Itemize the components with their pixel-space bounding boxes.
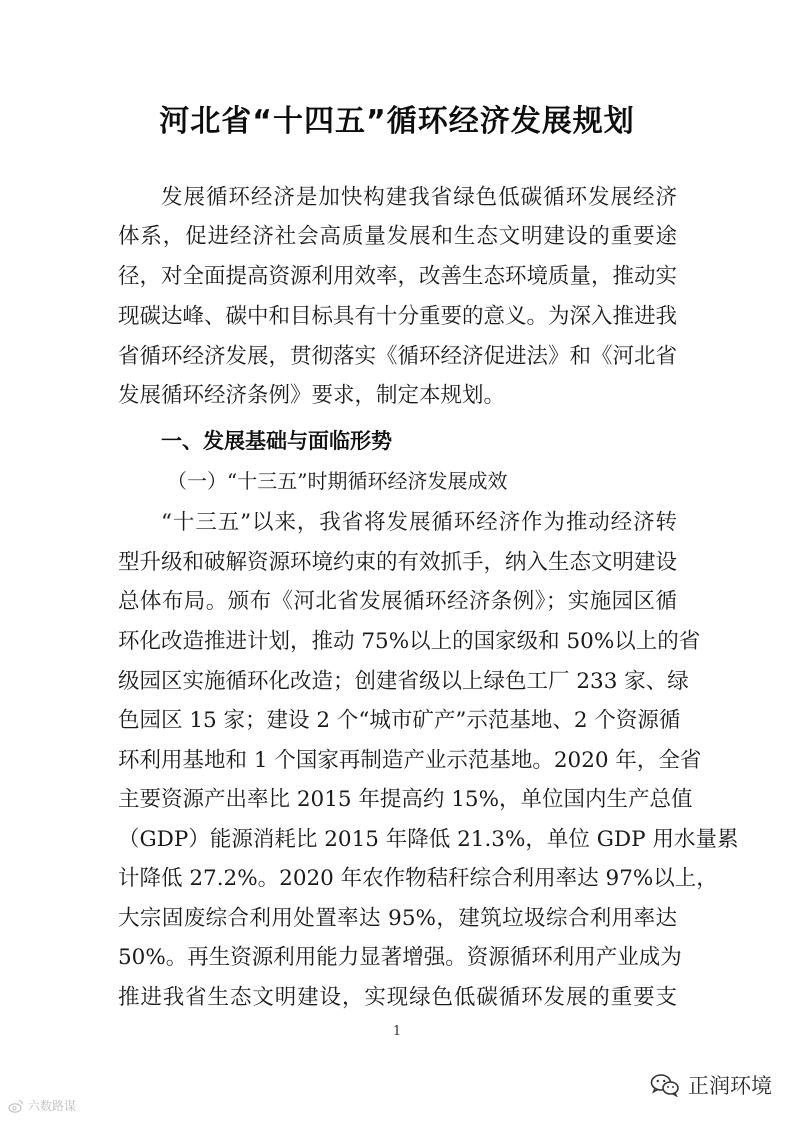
page-number: 1 — [392, 1024, 402, 1039]
document-title: 河北省“十四五”循环经济发展规划 — [159, 104, 635, 139]
body-line: 环化改造推进计划，推动 75%以上的国家级和 50%以上的省 — [118, 629, 701, 654]
wechat-watermark — [650, 1070, 772, 1100]
weibo-icon — [8, 1098, 24, 1114]
weibo-watermark — [8, 1097, 76, 1114]
body-line: 计降低 27.2%。2020 年农作物秸秆综合利用率达 97%以上， — [118, 866, 718, 891]
intro-line: 体系，促进经济社会高质量发展和生态文明建设的重要途 — [118, 224, 677, 249]
wechat-watermark-text: 正润环境 — [688, 1074, 772, 1098]
body-line: （GDP）能源消耗比 2015 年降低 21.3%，单位 GDP 用水量累 — [118, 827, 739, 852]
body-line: 色园区 15 家；建设 2 个“城市矿产”示范基地、2 个资源循 — [118, 708, 681, 733]
body-line: 50%。再生资源利用能力显著增强。资源循环利用产业成为 — [118, 945, 682, 970]
weibo-watermark-text: 六数路谋 — [28, 1099, 77, 1113]
intro-line: 省循环经济发展，贯彻落实《循环经济促进法》和《河北省 — [118, 344, 678, 369]
intro-line: 发展循环经济条例》要求，制定本规划。 — [118, 383, 506, 408]
body-line: 主要资源产出率比 2015 年提高约 15%，单位国内生产总值 — [118, 787, 693, 812]
body-line: 大宗固废综合利用处置率达 95%，建筑垃圾综合利用率达 — [118, 906, 677, 931]
body-line: 型升级和破解资源环境约束的有效抓手，纳入生态文明建设 — [118, 550, 678, 575]
subsection-heading: （一）“十三五”时期循环经济发展成效 — [167, 469, 508, 493]
body-line: 级园区实施循环化改造；创建省级以上绿色工厂 233 家、绿 — [118, 669, 689, 694]
intro-line: 径，对全面提高资源利用效率，改善生态环境质量，推动实 — [118, 264, 678, 289]
body-line: 环利用基地和 1 个国家再制造产业示范基地。2020 年，全省 — [118, 748, 702, 773]
intro-line: 发展循环经济是加快构建我省绿色低碳循环发展经济 — [161, 185, 677, 210]
body-line: “十三五”以来，我省将发展循环经济作为推动经济转 — [161, 510, 677, 535]
body-line: 总体布局。颁布《河北省发展循环经济条例》；实施园区循 — [118, 589, 677, 614]
intro-line: 现碳达峰、碳中和目标具有十分重要的意义。为深入推进我 — [118, 304, 678, 329]
wechat-icon — [650, 1073, 680, 1097]
section-heading: 一、发展基础与面临形势 — [161, 429, 392, 453]
body-line: 推进我省生态文明建设，实现绿色低碳循环发展的重要支 — [118, 985, 677, 1010]
